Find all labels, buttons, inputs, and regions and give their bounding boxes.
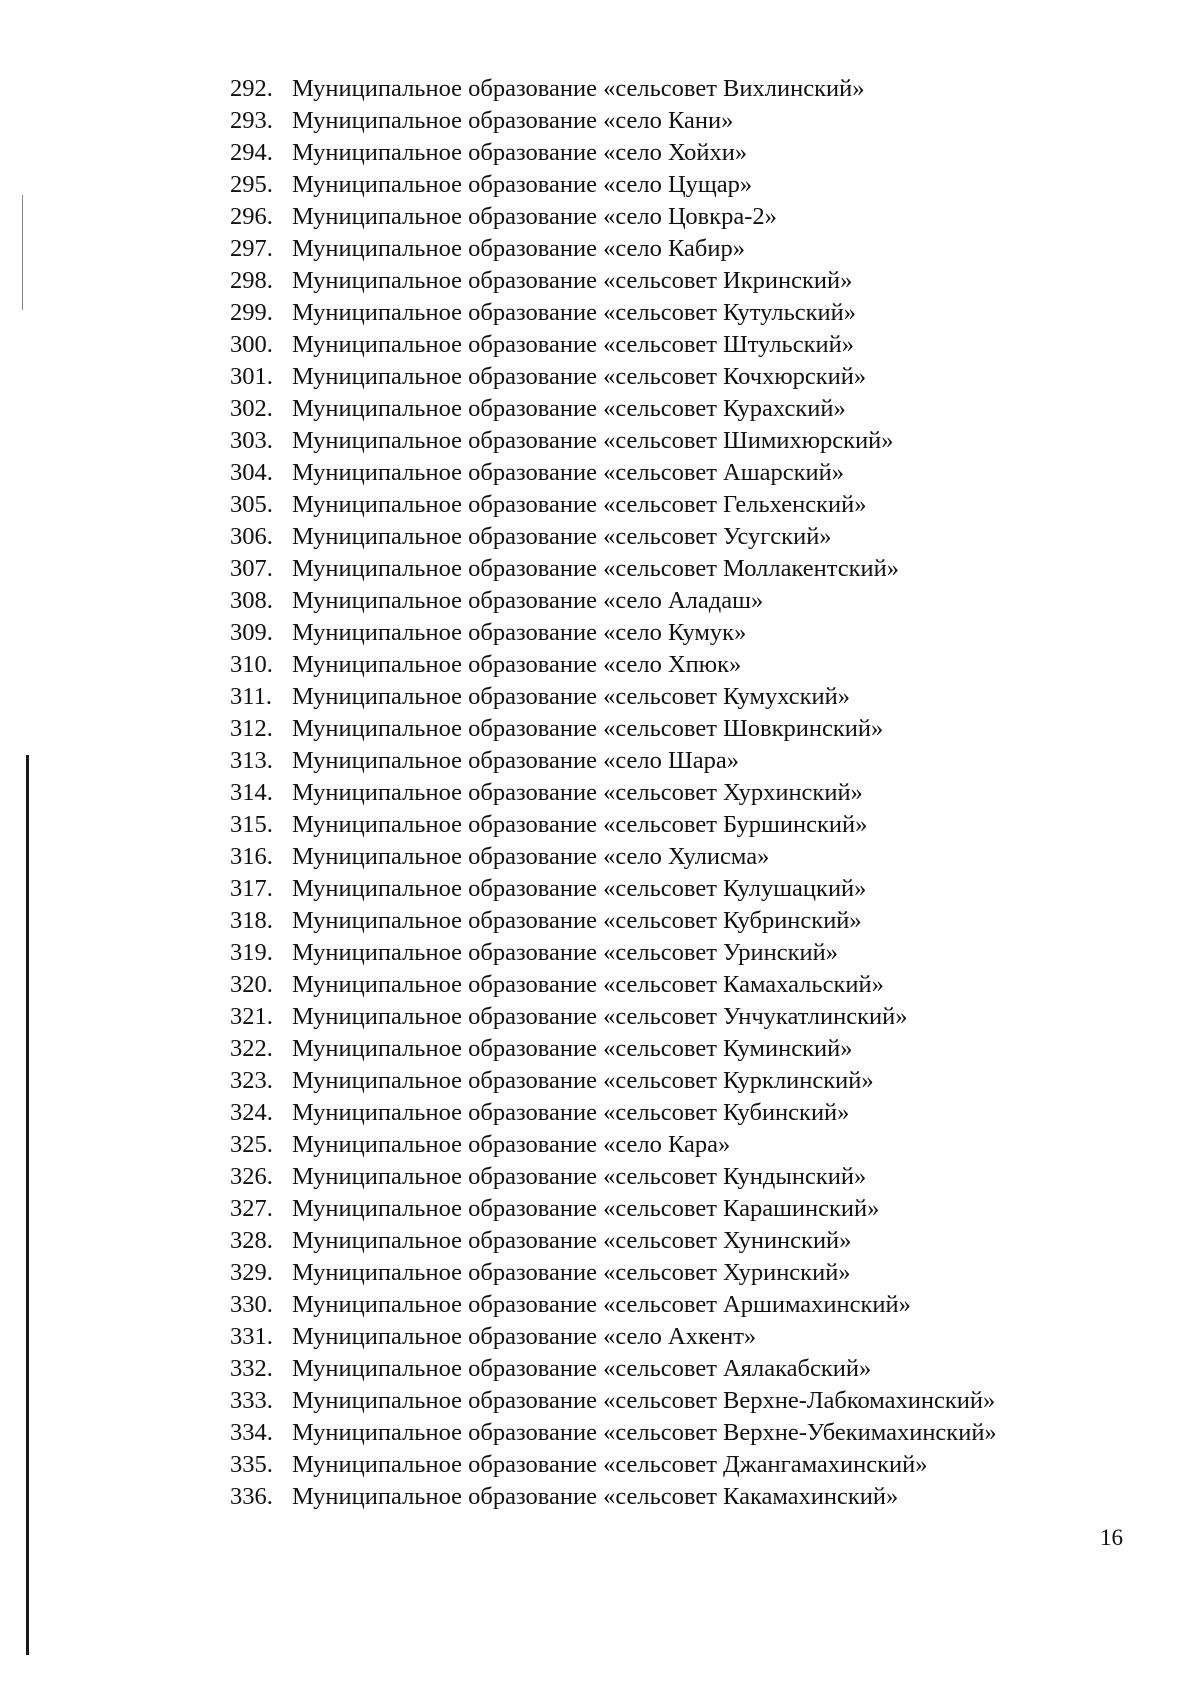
scan-edge-line	[26, 755, 29, 1655]
list-item	[230, 585, 997, 617]
item-number: 325.	[230, 1131, 273, 1158]
item-number: 320.	[230, 971, 273, 998]
item-text: Муниципальное образование «сельсовет Какамахинский»	[292, 1483, 899, 1510]
item-text: Муниципальное образование «сельсовет Курахский»	[292, 395, 846, 422]
item-number: 300.	[230, 331, 273, 358]
item-number: 299.	[230, 299, 273, 326]
list-item	[230, 457, 997, 489]
item-text: Муниципальное образование «сельсовет Вихлинский»	[292, 75, 865, 102]
list-item	[230, 937, 997, 969]
item-number: 321.	[230, 1003, 273, 1030]
item-number: 324.	[230, 1099, 273, 1126]
item-number: 292.	[230, 75, 273, 102]
item-number: 313.	[230, 747, 273, 774]
item-number: 298.	[230, 267, 273, 294]
list-item	[230, 265, 997, 297]
item-number: 293.	[230, 107, 273, 134]
list-item	[230, 553, 997, 585]
list-item	[230, 1129, 997, 1161]
list-item	[230, 873, 997, 905]
list-item	[230, 393, 997, 425]
item-text: Муниципальное образование «сельсовет Карашинский»	[292, 1195, 880, 1222]
list-item	[230, 649, 997, 681]
item-number: 297.	[230, 235, 273, 262]
item-number: 306.	[230, 523, 273, 550]
item-text: Муниципальное образование «сельсовет Верхне-Убекимахинский»	[292, 1419, 997, 1446]
item-text: Муниципальное образование «сельсовет Аялакабский»	[292, 1355, 872, 1382]
item-text: Муниципальное образование «село Цовкра-2»	[292, 203, 777, 230]
item-text: Муниципальное образование «село Кара»	[292, 1131, 731, 1158]
list-item	[230, 425, 997, 457]
item-text: Муниципальное образование «сельсовет Шовкринский»	[292, 715, 884, 742]
item-number: 315.	[230, 811, 273, 838]
item-number: 296.	[230, 203, 273, 230]
item-number: 322.	[230, 1035, 273, 1062]
list-item	[230, 1289, 997, 1321]
item-text: Муниципальное образование «село Хпюк»	[292, 651, 742, 678]
item-number: 310.	[230, 651, 273, 678]
list-item	[230, 233, 997, 265]
list-item	[230, 297, 997, 329]
list-item	[230, 841, 997, 873]
item-number: 331.	[230, 1323, 273, 1350]
item-number: 316.	[230, 843, 273, 870]
item-number: 327.	[230, 1195, 273, 1222]
item-text: Муниципальное образование «село Ахкент»	[292, 1323, 757, 1350]
item-text: Муниципальное образование «сельсовет Кубинский»	[292, 1099, 850, 1126]
municipality-list	[230, 73, 997, 1513]
item-number: 301.	[230, 363, 273, 390]
list-item	[230, 201, 997, 233]
list-item	[230, 713, 997, 745]
item-text: Муниципальное образование «сельсовет Шимихюрский»	[292, 427, 894, 454]
list-item	[230, 809, 997, 841]
item-text: Муниципальное образование «сельсовет Ашарский»	[292, 459, 844, 486]
item-number: 314.	[230, 779, 273, 806]
list-item	[230, 361, 997, 393]
item-number: 304.	[230, 459, 273, 486]
item-text: Муниципальное образование «село Кабир»	[292, 235, 745, 262]
list-item	[230, 1161, 997, 1193]
item-text: Муниципальное образование «сельсовет Камахальский»	[292, 971, 884, 998]
list-item	[230, 745, 997, 777]
list-item	[230, 489, 997, 521]
item-number: 317.	[230, 875, 273, 902]
scan-edge-mark	[22, 195, 23, 310]
item-number: 294.	[230, 139, 273, 166]
list-item	[230, 777, 997, 809]
item-text: Муниципальное образование «село Кумук»	[292, 619, 747, 646]
item-text: Муниципальное образование «село Хойхи»	[292, 139, 748, 166]
item-text: Муниципальное образование «сельсовет Моллакентский»	[292, 555, 900, 582]
item-text: Муниципальное образование «сельсовет Куминский»	[292, 1035, 853, 1062]
item-number: 295.	[230, 171, 273, 198]
item-text: Муниципальное образование «сельсовет Унчукатлинский»	[292, 1003, 908, 1030]
item-number: 312.	[230, 715, 273, 742]
list-item	[230, 1225, 997, 1257]
item-number: 303.	[230, 427, 273, 454]
item-text: Муниципальное образование «сельсовет Хунинский»	[292, 1227, 852, 1254]
list-item	[230, 1193, 997, 1225]
item-text: Муниципальное образование «сельсовет Кочхюрский»	[292, 363, 867, 390]
list-item	[230, 681, 997, 713]
item-text: Муниципальное образование «сельсовет Хуринский»	[292, 1259, 851, 1286]
item-text: Муниципальное образование «сельсовет Кулушацкий»	[292, 875, 867, 902]
item-number: 319.	[230, 939, 273, 966]
list-item	[230, 137, 997, 169]
item-number: 332.	[230, 1355, 273, 1382]
item-number: 328.	[230, 1227, 273, 1254]
item-text: Муниципальное образование «сельсовет Джангамахинский»	[292, 1451, 928, 1478]
list-item	[230, 169, 997, 201]
item-number: 335.	[230, 1451, 273, 1478]
item-text: Муниципальное образование «сельсовет Аршимахинский»	[292, 1291, 911, 1318]
item-text: Муниципальное образование «сельсовет Усугский»	[292, 523, 832, 550]
item-text: Муниципальное образование «сельсовет Кубринский»	[292, 907, 862, 934]
item-text: Муниципальное образование «сельсовет Верхне-Лабкомахинский»	[292, 1387, 996, 1414]
item-number: 305.	[230, 491, 273, 518]
list-item	[230, 1097, 997, 1129]
list-item	[230, 1353, 997, 1385]
item-text: Муниципальное образование «сельсовет Штульский»	[292, 331, 854, 358]
item-text: Муниципальное образование «сельсовет Гельхенский»	[292, 491, 867, 518]
list-item	[230, 521, 997, 553]
item-number: 330.	[230, 1291, 273, 1318]
item-text: Муниципальное образование «сельсовет Курклинский»	[292, 1067, 874, 1094]
list-item	[230, 1321, 997, 1353]
item-number: 334.	[230, 1419, 273, 1446]
list-item	[230, 1257, 997, 1289]
item-text: Муниципальное образование «сельсовет Кумухский»	[292, 683, 851, 710]
item-text: Муниципальное образование «сельсовет Икринский»	[292, 267, 853, 294]
list-item	[230, 905, 997, 937]
item-text: Муниципальное образование «село Аладаш»	[292, 587, 764, 614]
item-text: Муниципальное образование «сельсовет Кундынский»	[292, 1163, 867, 1190]
list-item	[230, 1001, 997, 1033]
item-number: 336.	[230, 1483, 273, 1510]
item-number: 323.	[230, 1067, 273, 1094]
item-text: Муниципальное образование «сельсовет Кутульский»	[292, 299, 857, 326]
item-text: Муниципальное образование «сельсовет Хурхинский»	[292, 779, 863, 806]
item-number: 308.	[230, 587, 273, 614]
list-item	[230, 1385, 997, 1417]
item-text: Муниципальное образование «село Шара»	[292, 747, 739, 774]
list-item	[230, 329, 997, 361]
item-text: Муниципальное образование «сельсовет Буршинский»	[292, 811, 868, 838]
item-number: 309.	[230, 619, 273, 646]
item-number: 333.	[230, 1387, 273, 1414]
list-item	[230, 1449, 997, 1481]
list-item	[230, 1033, 997, 1065]
item-number: 302.	[230, 395, 273, 422]
item-text: Муниципальное образование «село Кани»	[292, 107, 734, 134]
list-item	[230, 1417, 997, 1449]
list-item	[230, 73, 997, 105]
list-item	[230, 1065, 997, 1097]
item-text: Муниципальное образование «сельсовет Уринский»	[292, 939, 838, 966]
page-number: 16	[1100, 1525, 1123, 1550]
item-number: 307.	[230, 555, 273, 582]
item-number: 318.	[230, 907, 273, 934]
list-item	[230, 105, 997, 137]
item-text: Муниципальное образование «село Хулисма»	[292, 843, 770, 870]
item-number: 326.	[230, 1163, 273, 1190]
item-text: Муниципальное образование «село Цущар»	[292, 171, 753, 198]
list-item	[230, 1481, 997, 1513]
list-item	[230, 617, 997, 649]
item-number: 329.	[230, 1259, 273, 1286]
item-number: 311.	[230, 683, 272, 710]
list-item	[230, 969, 997, 1001]
